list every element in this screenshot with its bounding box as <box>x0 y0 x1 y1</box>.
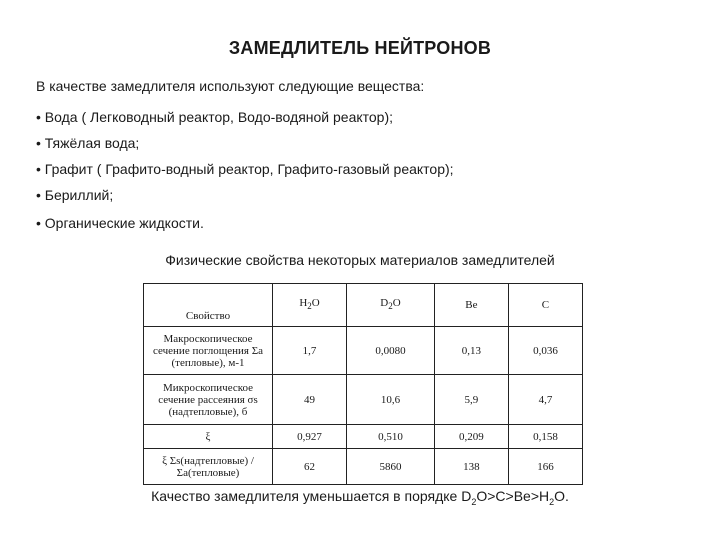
cell: 0,158 <box>508 425 582 449</box>
row-label: ξ <box>144 425 273 449</box>
list-item: • Графит ( Графито-водный реактор, Графито-газовый реактор); <box>36 161 454 177</box>
moderator-list <box>36 104 454 236</box>
cell: 49 <box>273 375 347 425</box>
list-item: • Вода ( Легководный реактор, Водо-водяной реактор); <box>36 109 394 125</box>
cell: 0,0080 <box>347 327 435 375</box>
header-d2o: $D_2O$ <box>347 284 435 327</box>
header-be: Be <box>434 284 508 327</box>
cell: 0,927 <box>273 425 347 449</box>
table-row <box>144 327 583 375</box>
cell: 62 <box>273 449 347 485</box>
intro-text: В качестве замедлителя используют следующие вещества: <box>36 78 425 94</box>
row-label: Макроскопическое сечение поглощения Σa (тепловые), м-1 <box>144 327 273 375</box>
header-h2o: $H_2O$ <box>273 284 347 327</box>
table-row <box>144 425 583 449</box>
table-caption: Физические свойства некоторых материалов замедлителей <box>165 252 555 268</box>
row-label: ξ Σs(надтепловые) / Σa(тепловые) <box>144 449 273 485</box>
page-title: ЗАМЕДЛИТЕЛЬ НЕЙТРОНОВ <box>228 38 492 58</box>
cell: 0,13 <box>434 327 508 375</box>
cell: 1,7 <box>273 327 347 375</box>
conclusion-text: Качество замедлителя уменьшается в порядке $D_2O>C>Be>H_2O$. <box>151 488 569 507</box>
row-label: Микроскопическое сечение рассеяния σs (надтепловые), б <box>144 375 273 425</box>
cell: 0,036 <box>508 327 582 375</box>
list-item: • Тяжёлая вода; <box>36 135 140 151</box>
list-item: • Органические жидкости. <box>36 215 204 231</box>
table-header-row <box>144 284 583 327</box>
cell: 138 <box>434 449 508 485</box>
header-property: Свойство <box>144 284 273 327</box>
cell: 10,6 <box>347 375 435 425</box>
properties-table <box>143 283 583 485</box>
cell: 166 <box>508 449 582 485</box>
table-row <box>144 375 583 425</box>
table-row <box>144 449 583 485</box>
cell: 4,7 <box>508 375 582 425</box>
cell: 5860 <box>347 449 435 485</box>
cell: 5,9 <box>434 375 508 425</box>
header-c: C <box>508 284 582 327</box>
cell: 0,209 <box>434 425 508 449</box>
list-item: • Бериллий; <box>36 187 114 203</box>
cell: 0,510 <box>347 425 435 449</box>
